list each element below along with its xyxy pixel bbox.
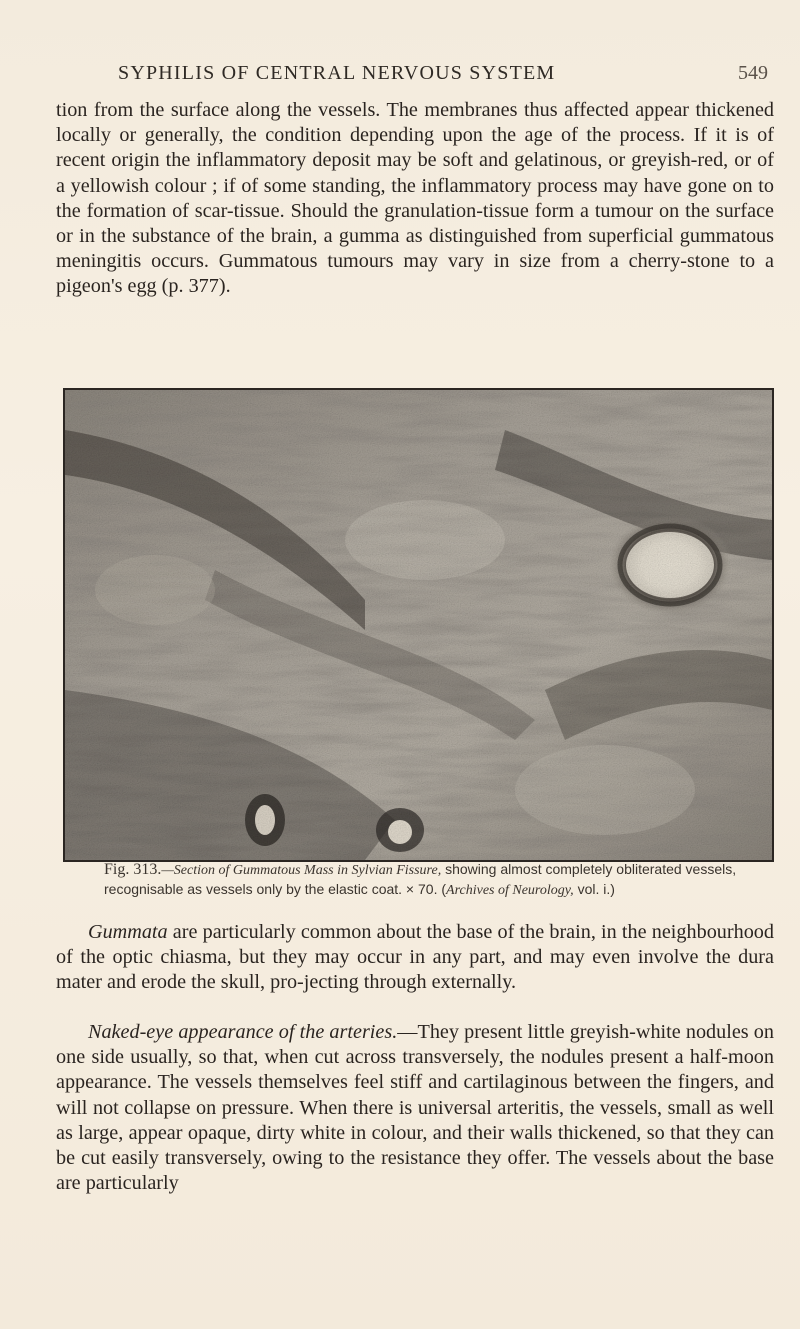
micrograph-figure [63,388,774,862]
arteries-text: —They present little greyish-white nodules on one side usually, so that, when cut across transversely, the nodules present a half-moon appearance. The vessels themselves feel stiff and cartilaginous between the fingers, and will not collapse on pressure. When there is universal arteritis, the vessels, small as well as large, appear opaque, dirty white in colour, and their walls thickened, so that they can be cut easily transversely, owing to the resistance they offer. The vessels about the base are particularly [56,1021,774,1195]
figure-label: Fig. 313. [104,861,162,878]
figure-source: Archives of Neurology, [446,883,574,898]
running-head [0,62,800,92]
figure-description: showing almost completely obliterated vessels, recognisable as vessels only by the elastic coat. × 70. ( [104,861,737,897]
running-title: SYPHILIS OF CENTRAL NERVOUS SYSTEM [118,62,556,84]
paragraph-gumma-formation: tion from the surface along the vessels. The membranes thus affected appear thickened locally or generally, the condition depending upon the age of the process. If it is of recent origin the inflammatory deposit may be soft and gelatinous, or greyish-red, or of a yellowish colour ; if of some standing, the inflammatory process may have gone on to the formation of scar-tissue. Should the granulation-tissue form a tumour on the surface or in the substance of the brain, a gumma as distinguished from superficial gummatous meningitis occurs. Gummatous tumours may vary in size from a cherry-stone to a pigeon's egg (p. 377). [56,99,774,298]
paragraph-arteries [56,1020,774,1196]
paragraph-gummata [56,920,774,996]
figure-source-volume: vol. i.) [573,881,615,897]
gummata-text: are particularly common about the base of the brain, in the neighbourhood of the optic chiasma, but they may occur in any part, and may even involve the dura mater and erode the skull, pro-jecting through externally. [56,921,774,994]
micrograph-image [65,390,772,860]
figure-title: —Section of Gummatous Mass in Sylvian Fissure, [161,863,442,878]
arteries-heading: Naked-eye appearance of the arteries. [88,1021,398,1043]
page-number: 549 [738,62,768,84]
gummata-lead: Gummata [88,921,168,943]
figure-caption [104,860,744,900]
